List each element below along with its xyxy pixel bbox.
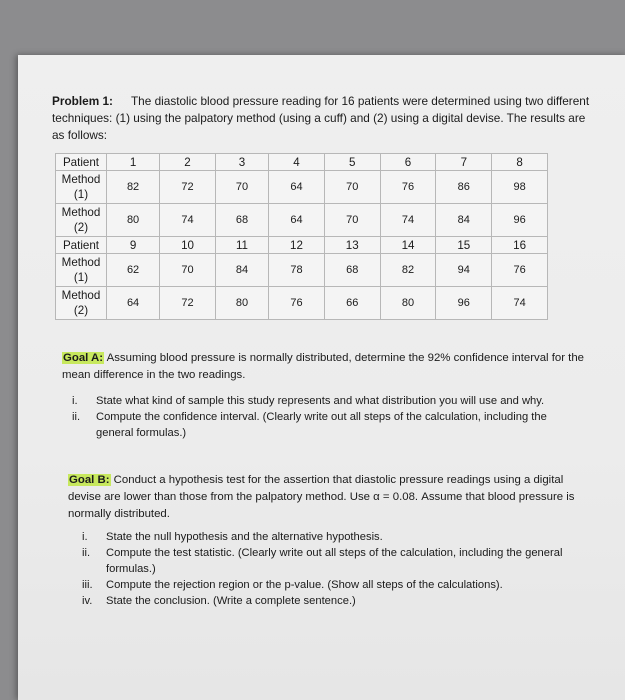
blood-pressure-table [55, 153, 548, 320]
reading-cell: 70 [324, 204, 380, 237]
row-label-method2: Method (2) [56, 287, 107, 320]
list-numeral: i. [72, 395, 78, 407]
reading-cell: 62 [107, 254, 160, 287]
patient-number: 4 [269, 154, 325, 171]
patient-number: 15 [436, 237, 492, 254]
goal-a-statement [62, 350, 602, 384]
patient-number: 6 [380, 154, 436, 171]
patient-number: 16 [492, 237, 548, 254]
reading-cell: 76 [492, 254, 548, 287]
reading-cell: 74 [160, 204, 216, 237]
goal-b-list [76, 529, 596, 609]
list-item-text: State the null hypothesis and the alternative hypothesis. [106, 531, 383, 543]
patient-number: 3 [215, 154, 268, 171]
reading-cell: 96 [436, 287, 492, 320]
patient-number: 8 [492, 154, 548, 171]
reading-cell: 68 [324, 254, 380, 287]
list-item-text: State the conclusion. (Write a complete sentence.) [106, 595, 356, 607]
reading-cell: 82 [107, 171, 160, 204]
reading-cell: 86 [436, 171, 492, 204]
reading-cell: 80 [107, 204, 160, 237]
problem-label: Problem 1: [52, 94, 113, 108]
reading-cell: 84 [215, 254, 268, 287]
patient-number: 5 [324, 154, 380, 171]
reading-cell: 64 [107, 287, 160, 320]
patient-number: 11 [215, 237, 268, 254]
patient-number: 7 [436, 154, 492, 171]
table-row-method1-2 [56, 254, 548, 287]
reading-cell: 74 [380, 204, 436, 237]
row-label-method1: Method (1) [56, 171, 107, 204]
reading-cell: 76 [269, 287, 325, 320]
reading-cell: 72 [160, 287, 216, 320]
document-page [18, 55, 625, 700]
list-item-text: Compute the confidence interval. (Clearly write out all steps of the calculation, including the general formulas.) [96, 411, 547, 439]
reading-cell: 80 [215, 287, 268, 320]
table-row-method2-2 [56, 287, 548, 320]
list-item [76, 529, 596, 545]
patient-number: 2 [160, 154, 216, 171]
reading-cell: 80 [380, 287, 436, 320]
list-item-text: State what kind of sample this study represents and what distribution you will use and why. [96, 395, 545, 407]
reading-cell: 98 [492, 171, 548, 204]
patient-number: 12 [269, 237, 325, 254]
goal-a-tag: Goal A: [63, 352, 104, 364]
reading-cell: 82 [380, 254, 436, 287]
list-numeral: ii. [72, 411, 81, 423]
reading-cell: 94 [436, 254, 492, 287]
reading-cell: 76 [380, 171, 436, 204]
reading-cell: 70 [215, 171, 268, 204]
list-item [76, 545, 596, 577]
patient-number: 14 [380, 237, 436, 254]
row-label-patient: Patient [56, 237, 107, 254]
reading-cell: 96 [492, 204, 548, 237]
row-label-method2: Method (2) [56, 204, 107, 237]
reading-cell: 70 [160, 254, 216, 287]
list-item [66, 409, 586, 441]
list-numeral: iii. [82, 579, 93, 591]
goal-a-text: Assuming blood pressure is normally distributed, determine the 92% confidence interval for the mean difference in the two readings. [62, 352, 585, 381]
goal-a-list [66, 393, 586, 441]
list-numeral: ii. [82, 547, 91, 559]
reading-cell: 84 [436, 204, 492, 237]
table-row-patient-1 [56, 154, 548, 171]
row-label-method1: Method (1) [56, 254, 107, 287]
table-row-method1-1 [56, 171, 548, 204]
list-item [76, 577, 596, 593]
list-item-text: Compute the test statistic. (Clearly write out all steps of the calculation, including the general formulas.) [106, 547, 563, 575]
goal-b-tag: Goal B: [69, 474, 110, 486]
reading-cell: 64 [269, 171, 325, 204]
reading-cell: 72 [160, 171, 216, 204]
table-row-patient-2 [56, 237, 548, 254]
reading-cell: 66 [324, 287, 380, 320]
table-row-method2-1 [56, 204, 548, 237]
list-item-text: Compute the rejection region or the p-value. (Show all steps of the calculations). [106, 579, 503, 591]
reading-cell: 64 [269, 204, 325, 237]
reading-cell: 68 [215, 204, 268, 237]
patient-number: 1 [107, 154, 160, 171]
problem-statement [52, 93, 592, 144]
problem-text: The diastolic blood pressure reading for 16 patients were determined using two different techniques: (1) using the palpatory method (using a cuff) and (2) using a digital devise. The results are as follows: [52, 94, 590, 142]
list-item [76, 593, 596, 609]
list-numeral: i. [82, 531, 88, 543]
goal-b-text: Conduct a hypothesis test for the assertion that diastolic pressure readings using a digital devise are lower than those from the palpatory method. Use α = 0.08. Assume that blood pressure is normally distributed. [68, 474, 575, 520]
goal-b-statement [68, 472, 593, 523]
reading-cell: 70 [324, 171, 380, 204]
row-label-patient: Patient [56, 154, 107, 171]
reading-cell: 78 [269, 254, 325, 287]
patient-number: 10 [160, 237, 216, 254]
patient-number: 13 [324, 237, 380, 254]
patient-number: 9 [107, 237, 160, 254]
list-item [66, 393, 586, 409]
list-numeral: iv. [82, 595, 93, 607]
reading-cell: 74 [492, 287, 548, 320]
